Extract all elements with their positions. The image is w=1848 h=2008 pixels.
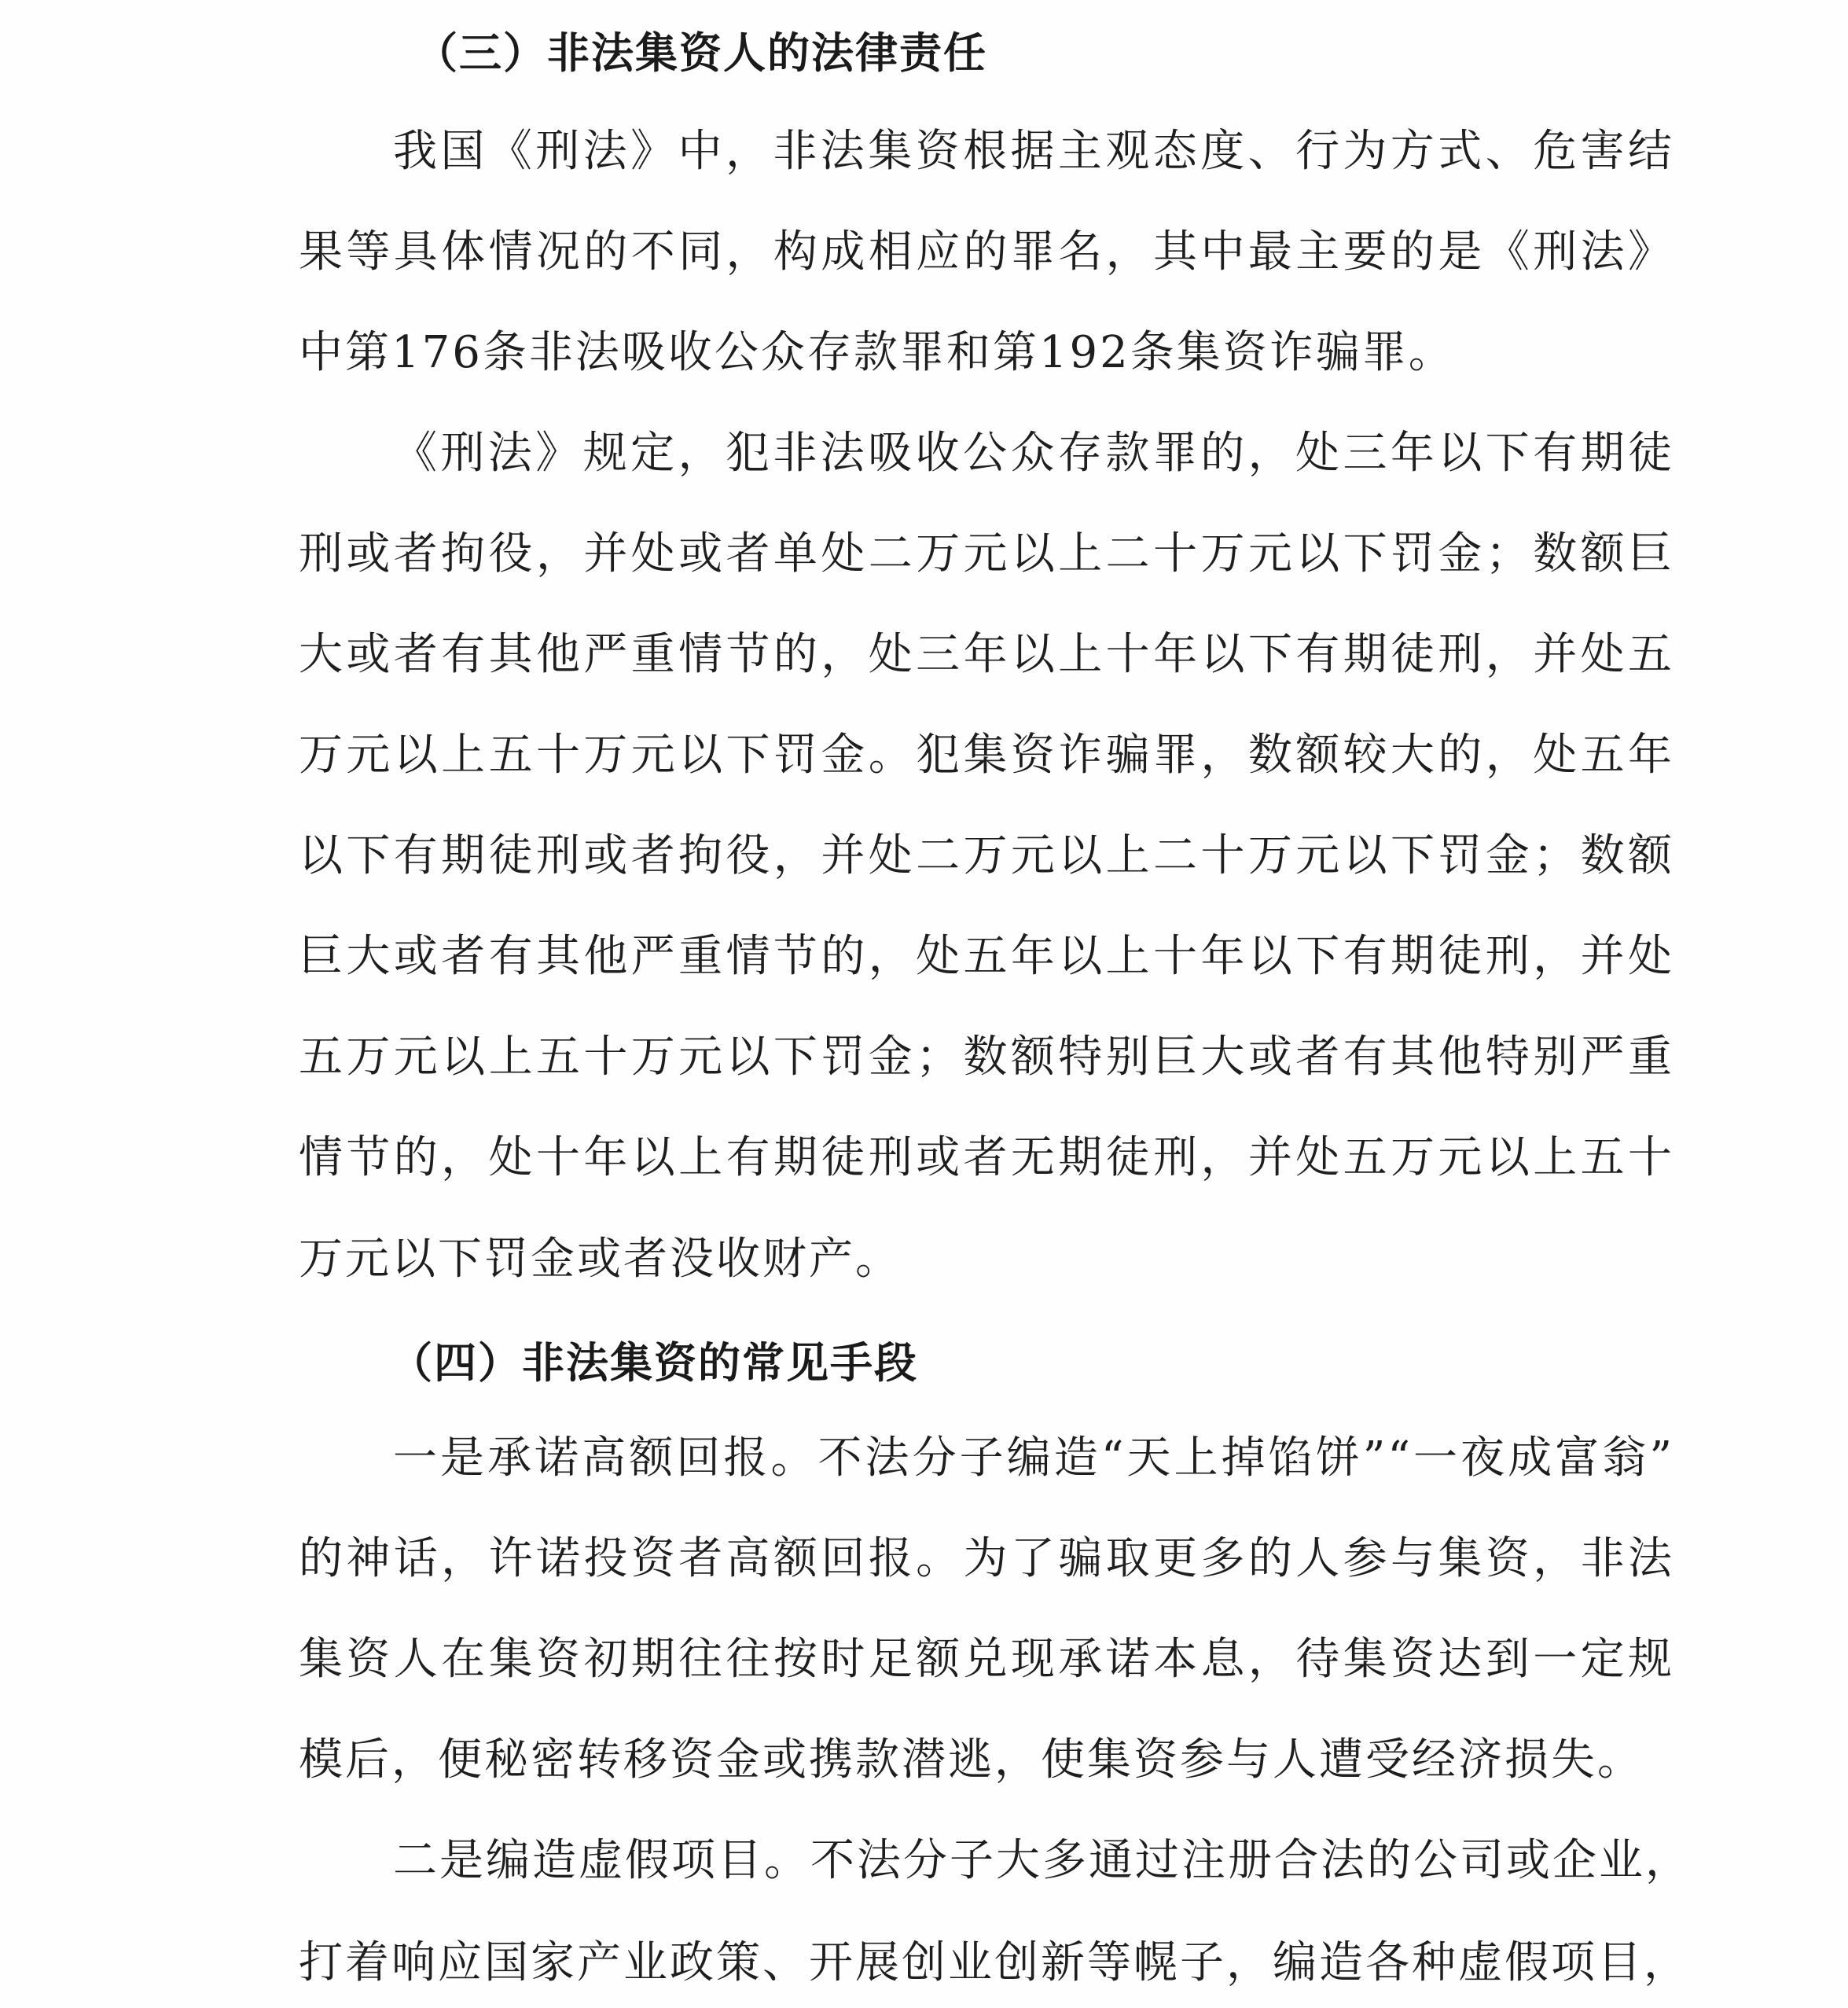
paragraph-line: 我国《刑法》中，非法集资根据主观态度、行为方式、危害结 (393, 126, 1674, 177)
paragraph-line: 的神话，许诺投资者高额回报。为了骗取更多的人参与集资，非法 (299, 1533, 1674, 1584)
paragraph-line: 中第176条非法吸收公众存款罪和第192条集资诈骗罪。 (299, 327, 1455, 378)
paragraph-line: 打着响应国家产业政策、开展创业创新等幌子，编造各种虚假项目， (299, 1937, 1690, 1988)
paragraph-line: 巨大或者有其他严重情节的，处五年以上十年以下有期徒刑，并处 (299, 931, 1674, 982)
paragraph-line: 集资人在集资初期往往按时足额兑现承诺本息，待集资达到一定规 (299, 1634, 1674, 1685)
paragraph-line: 《刑法》规定，犯非法吸收公众存款罪的，处三年以下有期徒 (393, 428, 1674, 479)
paragraph-line: 大或者有其他严重情节的，处三年以上十年以下有期徒刑，并处五 (299, 629, 1674, 680)
paragraph-line: 五万元以上五十万元以下罚金；数额特别巨大或者有其他特别严重 (299, 1032, 1674, 1083)
paragraph-line: 模后，便秘密转移资金或携款潜逃，使集资参与人遭受经济损失。 (299, 1734, 1644, 1786)
paragraph-line: 以下有期徒刑或者拘役，并处二万元以上二十万元以下罚金；数额 (299, 830, 1674, 881)
paragraph-line: 万元以下罚金或者没收财产。 (299, 1234, 902, 1285)
paragraph-line: 万元以上五十万元以下罚金。犯集资诈骗罪，数额较大的，处五年 (299, 730, 1674, 781)
paragraph-line: 二是编造虚假项目。不法分子大多通过注册合法的公司或企业， (393, 1835, 1692, 1886)
paragraph-line: 果等具体情况的不同，构成相应的罪名，其中最主要的是《刑法》 (299, 226, 1674, 278)
paragraph-line: 一是承诺高额回报。不法分子编造“天上掉馅饼”“一夜成富翁” (393, 1432, 1675, 1484)
paragraph-line: 情节的，处十年以上有期徒刑或者无期徒刑，并处五万元以上五十 (299, 1132, 1674, 1183)
section-heading-3: （三）非法集资人的法律责任 (415, 28, 987, 78)
section-heading-4: （四）非法集资的常见手段 (390, 1337, 918, 1388)
paragraph-line: 刑或者拘役，并处或者单处二万元以上二十万元以下罚金；数额巨 (299, 528, 1674, 579)
